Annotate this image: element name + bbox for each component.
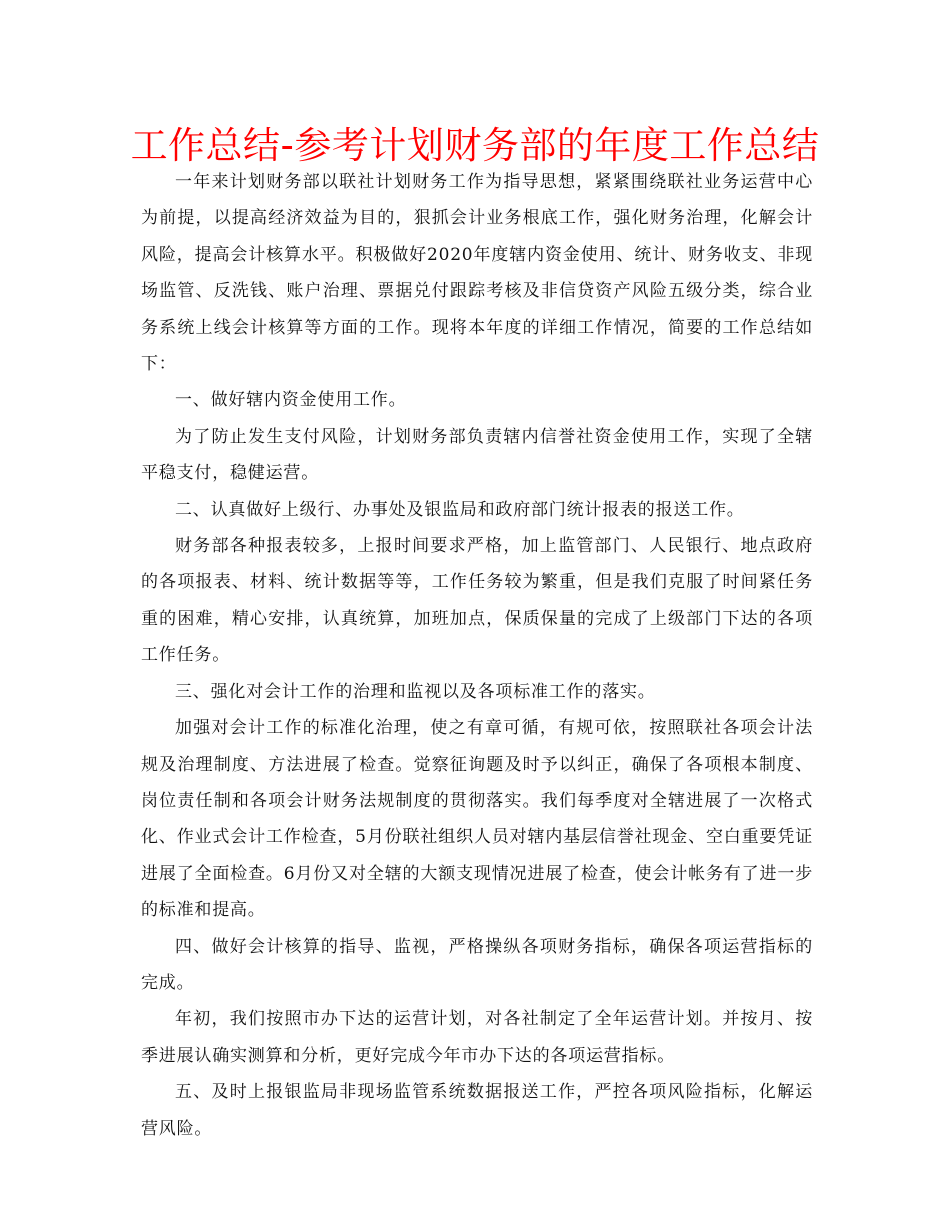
paragraph-1: 为了防止发生支付风险，计划财务部负责辖内信誉社资金使用工作，实现了全辖平稳支付，稳健运营。 bbox=[141, 426, 813, 484]
paragraph-3: 加强对会计工作的标准化治理，使之有章可循，有规可依，按照联社各项会计法规及治理制度、方法进展了检查。觉察征询题及时予以纠正，确保了各项根本制度、岗位责任制和各项会计财务法规制度的贯彻落实。我们每季度对全辖进展了一次格式化、作业式会计工作检查，5月份联社组织人员对辖内基层信誉社现金、空白重要凭证进展了全面检查。6月份又对全辖的大额支现情况进展了检查，使会计帐务有了进一步的标准和提高。 bbox=[141, 718, 813, 921]
paragraph-4: 年初，我们按照市办下达的运营计划，对各社制定了全年运营计划。并按月、按季进展认确实测算和分析，更好完成今年市办下达的各项运营指标。 bbox=[141, 1009, 813, 1066]
section-heading-5: 五、及时上报银监局非现场监管系统数据报送工作，严控各项风险指标，化解运营风险。 bbox=[141, 1082, 813, 1139]
paragraph-intro: 一年来计划财务部以联社计划财务工作为指导思想，紧紧围绕联社业务运营中心为前提，以提高经济效益为目的，狠抓会计业务根底工作，强化财务治理，化解会计风险，提高会计核算水平。积极做好2020年度辖内资金使用、统计、财务收支、非现场监管、反洗钱、账户治理、票据兑付跟踪考核及非信贷资产风险五级分类，综合业务系统上线会计核算等方面的工作。现将本年度的详细工作情况，简要的工作总结如下： bbox=[141, 172, 813, 375]
section-heading-1: 一、做好辖内资金使用工作。 bbox=[175, 390, 407, 411]
document-body bbox=[141, 164, 813, 1147]
section-heading-3: 三、强化对会计工作的治理和监视以及各项标准工作的落实。 bbox=[175, 681, 656, 702]
paragraph-2: 财务部各种报表较多，上报时间要求严格，加上监管部门、人民银行、地点政府的各项报表、材料、统计数据等等，工作任务较为繁重，但是我们克服了时间紧任务重的困难，精心安排，认真统算，加班加点，保质保量的完成了上级部门下达的各项工作任务。 bbox=[141, 536, 813, 666]
document-title: 工作总结-参考计划财务部的年度工作总结 bbox=[130, 124, 820, 167]
section-heading-4: 四、做好会计核算的指导、监视，严格操纵各项财务指标，确保各项运营指标的完成。 bbox=[141, 936, 813, 993]
section-heading-2: 二、认真做好上级行、办事处及银监局和政府部门统计报表的报送工作。 bbox=[175, 499, 745, 520]
